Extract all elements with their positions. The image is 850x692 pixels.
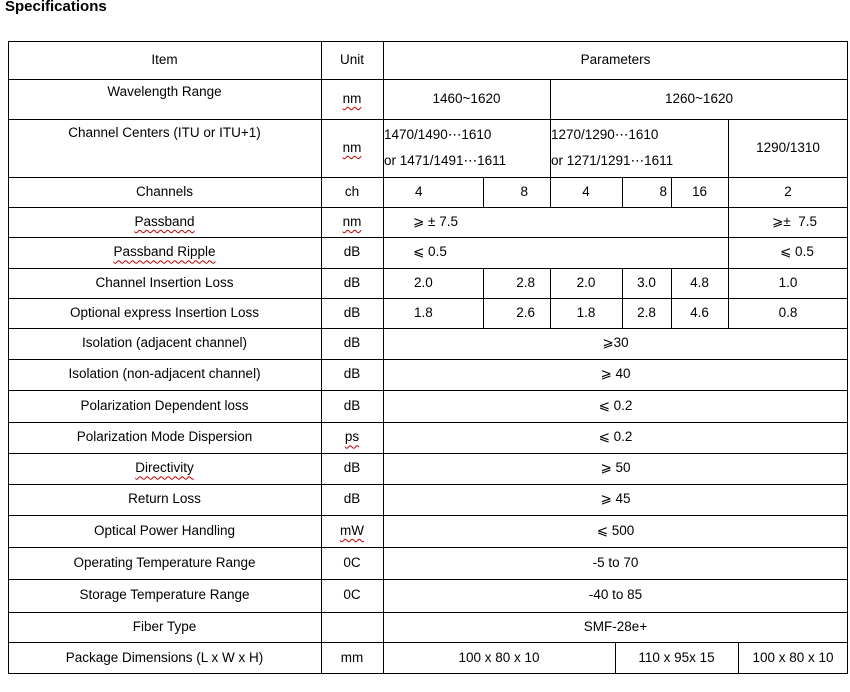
page-title: Specifications <box>5 0 107 15</box>
row-item-express: Optional express Insertion Loss <box>69 304 260 320</box>
express-value-3: 1.8 <box>576 304 596 320</box>
row-item-ripple-wrap <box>8 237 321 268</box>
channels-value-6: 2 <box>784 183 792 199</box>
row-unit-pmd-wrap <box>321 422 383 453</box>
row-item-pdl: Polarization Dependent loss <box>80 397 249 413</box>
row-unit-power: mW <box>340 522 364 538</box>
row-unit-express: dB <box>343 304 361 320</box>
row-unit-return: dB <box>343 491 361 507</box>
row-unit-iso-non: dB <box>343 366 361 382</box>
row-item-st-temp: Storage Temperature Range <box>79 587 250 603</box>
ripple-value-2: ⩽ 0.5 <box>780 244 814 260</box>
row-item-directivity-wrap <box>8 453 321 484</box>
row-unit-directivity: dB <box>343 460 361 476</box>
insertion-value-3: 2.0 <box>576 274 596 290</box>
centers-group-b <box>550 119 728 177</box>
row-item-return: Return Loss <box>128 491 201 507</box>
passband-value-1: ⩾ ± 7.5 <box>413 213 458 229</box>
centers-a-line-2: or 1471/1491⋯1611 <box>384 153 507 168</box>
row-item-fiber: Fiber Type <box>132 618 197 634</box>
express-value-2: 2.6 <box>516 304 535 320</box>
return-value: ⩾ 45 <box>600 491 631 507</box>
channels-value-2: 8 <box>520 183 528 199</box>
row-unit-package: mm <box>340 649 364 665</box>
row-unit-centers: nm <box>342 139 362 155</box>
express-value-1: 1.8 <box>414 304 433 320</box>
row-item-iso-non: Isolation (non-adjacent channel) <box>68 366 261 382</box>
op-temp-value: -5 to 70 <box>592 554 639 570</box>
express-value-5: 4.6 <box>690 304 709 320</box>
row-item-insertion: Channel Insertion Loss <box>95 274 234 290</box>
header-unit: Unit <box>339 51 364 67</box>
insertion-value-6: 1.0 <box>778 274 798 290</box>
insertion-value-1: 2.0 <box>414 274 433 290</box>
express-value-4: 2.8 <box>637 304 656 320</box>
pdl-value: ⩽ 0.2 <box>598 397 633 413</box>
iso-non-value: ⩾ 40 <box>600 366 631 382</box>
row-item-directivity: Directivity <box>135 460 194 476</box>
passband-value-2: ⩾± 7.5 <box>772 213 817 229</box>
row-item-iso-adj: Isolation (adjacent channel) <box>81 335 248 351</box>
centers-group-a <box>383 119 550 177</box>
row-item-power: Optical Power Handling <box>93 522 236 538</box>
pmd-value: ⩽ 0.2 <box>598 429 633 445</box>
row-unit-passband-wrap <box>321 207 383 237</box>
insertion-value-5: 4.8 <box>690 274 709 290</box>
row-item-channels: Channels <box>135 183 194 199</box>
specifications-table <box>8 41 848 674</box>
row-item-wavelength: Wavelength Range <box>107 84 222 99</box>
row-unit-wavelength: nm <box>342 90 362 106</box>
row-item-op-temp: Operating Temperature Range <box>73 554 256 570</box>
channels-value-1: 4 <box>415 183 423 199</box>
wavelength-value-1: 1460~1620 <box>432 90 501 106</box>
row-unit-fiber <box>321 612 383 642</box>
wavelength-value-2: 1260~1620 <box>665 90 733 106</box>
row-unit-passband: nm <box>342 213 362 229</box>
centers-b-line-1: 1270/1290⋯1610 <box>551 126 659 142</box>
row-item-passband: Passband <box>134 213 195 229</box>
ripple-value-1: ⩽ 0.5 <box>413 244 447 260</box>
package-value-2: 110 x 95x 15 <box>638 649 715 665</box>
row-unit-power-wrap <box>321 515 383 547</box>
insertion-value-2: 2.8 <box>516 274 535 290</box>
directivity-value: ⩾ 50 <box>600 460 631 476</box>
st-temp-value: -40 to 85 <box>588 587 643 603</box>
header-parameters: Parameters <box>580 51 651 67</box>
header-item: Item <box>151 51 178 67</box>
row-unit-channels: ch <box>344 183 360 199</box>
row-unit-op-temp: 0C <box>343 554 361 570</box>
row-unit-pdl: dB <box>343 397 361 413</box>
row-unit-ripple: dB <box>343 244 361 260</box>
package-value-1: 100 x 80 x 10 <box>458 649 540 665</box>
row-unit-iso-adj: dB <box>343 335 361 351</box>
express-value-6: 0.8 <box>778 304 798 320</box>
channels-value-3: 4 <box>582 183 590 199</box>
row-item-centers: Channel Centers (ITU or ITU+1) <box>68 125 261 140</box>
row-unit-insertion: dB <box>343 274 361 290</box>
insertion-value-4: 3.0 <box>637 274 656 290</box>
channels-value-4: 8 <box>659 183 667 199</box>
iso-adj-value: ⩾30 <box>602 335 629 351</box>
row-item-package: Package Dimensions (L x W x H) <box>65 649 264 665</box>
channels-value-5: 16 <box>691 183 708 199</box>
row-unit-st-temp: 0C <box>343 587 361 603</box>
centers-a-line-1: 1470/1490⋯1610 <box>384 126 492 142</box>
fiber-value: SMF-28e+ <box>583 618 648 634</box>
row-item-ripple: Passband Ripple <box>113 244 216 260</box>
power-value: ⩽ 500 <box>596 522 635 538</box>
row-item-passband-wrap <box>8 207 321 237</box>
centers-group-c: 1290/1310 <box>756 139 820 155</box>
row-item-pmd: Polarization Mode Dispersion <box>76 429 253 445</box>
package-value-3: 100 x 80 x 10 <box>752 649 834 665</box>
row-unit-pmd: ps <box>344 429 360 445</box>
centers-b-line-2: or 1271/1291⋯1611 <box>551 153 674 168</box>
